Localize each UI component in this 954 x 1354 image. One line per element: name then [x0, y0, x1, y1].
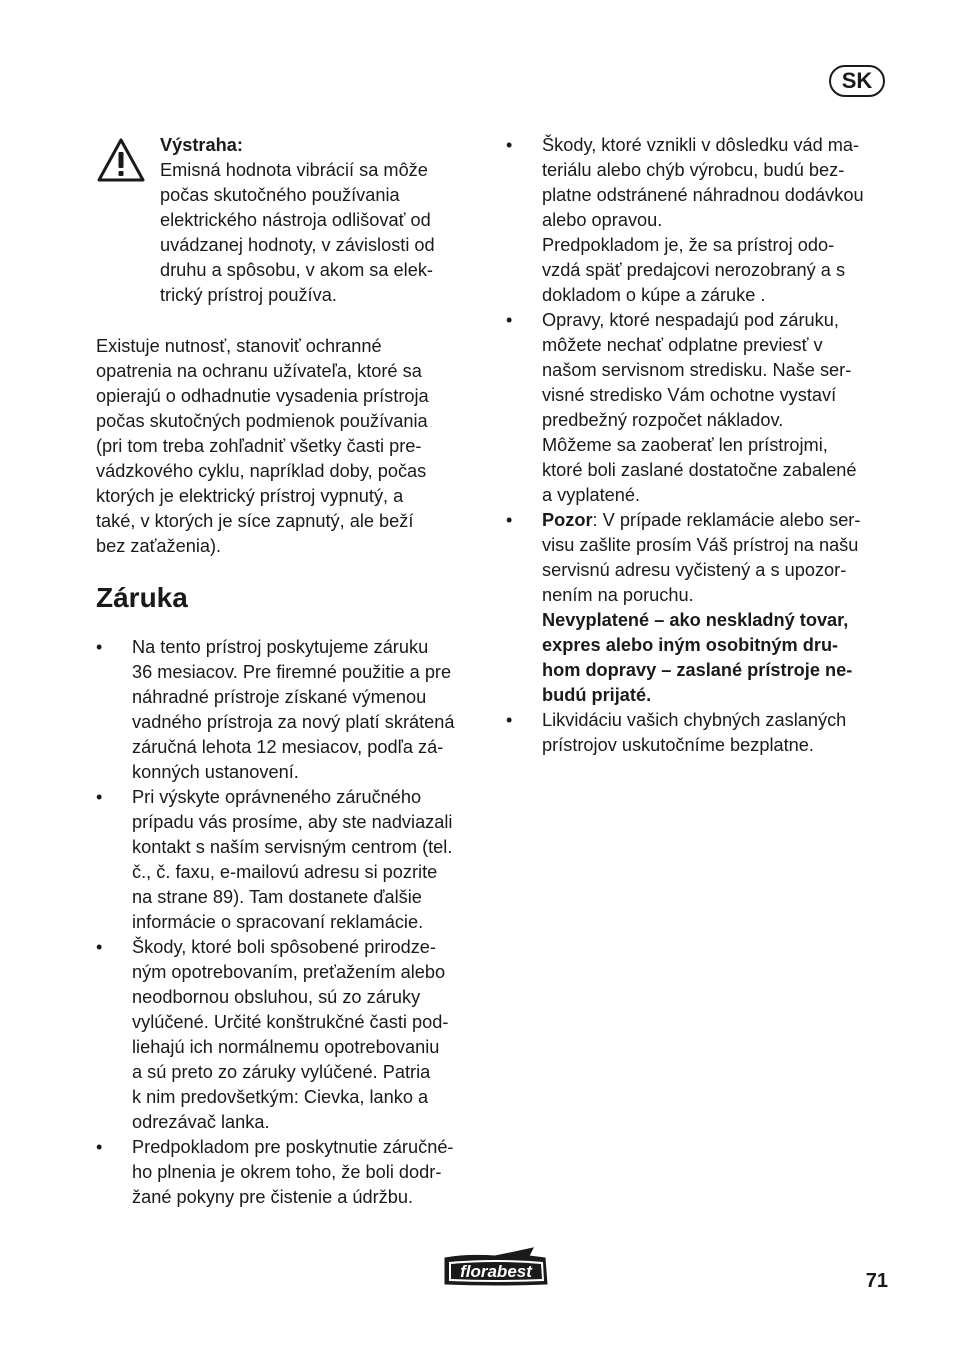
list-line: našom servisnom stredisku. Naše ser- [542, 360, 852, 380]
list-item [506, 508, 898, 708]
list-item [506, 708, 898, 758]
bold-notice-line: expres alebo iným osobitným dru- [542, 635, 839, 655]
paragraph-line: (pri tom treba zohľadniť všetky časti pre- [96, 436, 422, 456]
list-line: Predpokladom pre poskytnutie záručné- [132, 1137, 454, 1157]
list-line: teriálu alebo chýb výrobcu, budú bez- [542, 160, 845, 180]
list-line: predbežný rozpočet nákladov. [542, 410, 784, 430]
list-item [506, 133, 898, 308]
list-line: môžete nechať odplatne previesť v [542, 335, 823, 355]
list-line: Môžeme sa zaoberať len prístrojmi, [542, 435, 828, 455]
list-line: a vyplatené. [542, 485, 641, 505]
list-line: neodbornou obsluhou, sú zo záruky [132, 987, 421, 1007]
list-line: prípadu vás prosíme, aby ste nadviazali [132, 812, 453, 832]
warning-line: počas skutočného používania [160, 185, 400, 205]
list-line: Likvidáciu vašich chybných zaslaných [542, 710, 847, 730]
notice-line-rest: : V prípade reklamácie alebo ser- [592, 510, 861, 530]
list-line: žané pokyny pre čistenie a údržbu. [132, 1187, 414, 1207]
list-line: visu zašlite prosím Váš prístroj na našu [542, 535, 859, 555]
list-line: k nim predovšetkým: Cievka, lanko a [132, 1087, 429, 1107]
section-heading: Záruka [96, 582, 188, 613]
right-column [506, 133, 898, 758]
list-line: Pri výskyte oprávneného záručného [132, 787, 422, 807]
list-line: Predpokladom je, že sa prístroj odo- [542, 235, 835, 255]
paragraph-line: počas skutočných podmienok používania [96, 411, 428, 431]
list-line: platne odstránené náhradnou dodávkou [542, 185, 864, 205]
list-line: 36 mesiacov. Pre firemné použitie a pre [132, 662, 452, 682]
notice-label: Pozor [542, 510, 593, 530]
warranty-list-left [96, 635, 484, 1210]
warning-block [96, 133, 484, 308]
warning-line: Emisná hodnota vibrácií sa môže [160, 160, 428, 180]
list-line: prístrojov uskutočníme bezplatne. [542, 735, 814, 755]
paragraph-line: ktorých je elektrický prístroj vypnutý, a [96, 486, 404, 506]
list-item [96, 635, 484, 785]
list-item [96, 935, 484, 1135]
warning-line: druhu a spôsobu, v akom sa elek- [160, 260, 433, 280]
warning-line: elektrického nástroja odlišovať od [160, 210, 431, 230]
warning-line: trický prístroj používa. [160, 285, 337, 305]
warning-title: Výstraha: [160, 135, 243, 155]
list-line: ho plnenia je okrem toho, že boli dodr- [132, 1162, 442, 1182]
list-line: Škody, ktoré boli spôsobené prirodze- [132, 937, 436, 957]
bullet-icon: • [506, 310, 513, 330]
list-line: vadného prístroja za nový platí skrátená [132, 712, 455, 732]
paragraph-line: opierajú o odhadnutie vysadenia prístroja [96, 386, 429, 406]
bold-notice-line: hom dopravy – zaslané prístroje ne- [542, 660, 853, 680]
list-line [542, 508, 898, 533]
florabest-logo [437, 1244, 553, 1290]
list-line: vzdá späť predajcovi nerozobraný a s [542, 260, 846, 280]
list-line: Škody, ktoré vznikli v dôsledku vád ma- [542, 135, 860, 155]
list-line: záručná lehota 12 mesiacov, podľa zá- [132, 737, 444, 757]
list-line: na strane 89). Tam dostanete ďalšie [132, 887, 422, 907]
paragraph-line: vádzkového cyklu, napríklad doby, počas [96, 461, 427, 481]
list-line: alebo opravou. [542, 210, 663, 230]
list-line: a sú preto zo záruky vylúčené. Patria [132, 1062, 431, 1082]
list-line: servisnú adresu vyčistený a s upozor- [542, 560, 847, 580]
list-line: ktoré boli zaslané dostatočne zabalené [542, 460, 857, 480]
language-badge: SK [829, 65, 885, 97]
list-line: dokladom o kúpe a záruke . [542, 285, 766, 305]
bullet-icon: • [506, 135, 513, 155]
list-line: informácie o spracovaní reklamácie. [132, 912, 424, 932]
bold-notice-line: budú prijaté. [542, 685, 652, 705]
bullet-icon: • [96, 937, 103, 957]
list-line: Na tento prístroj poskytujeme záruku [132, 637, 429, 657]
bullet-icon: • [96, 787, 103, 807]
list-line: visné stredisko Vám ochotne vystaví [542, 385, 837, 405]
logo-wordmark: florabest [460, 1262, 532, 1281]
list-item [96, 1135, 484, 1210]
warranty-list-right [506, 133, 898, 758]
list-line: liehajú ich normálnemu opotrebovaniu [132, 1037, 440, 1057]
list-line: konných ustanovení. [132, 762, 299, 782]
safety-paragraph [96, 334, 484, 559]
paragraph-line: opatrenia na ochranu užívateľa, ktoré sa [96, 361, 422, 381]
bullet-icon: • [506, 710, 513, 730]
list-line: kontakt s naším servisným centrom (tel. [132, 837, 453, 857]
warning-line: uvádzanej hodnoty, v závislosti od [160, 235, 435, 255]
page-number: 71 [865, 1270, 888, 1292]
list-line: nením na poruchu. [542, 585, 694, 605]
left-column [96, 133, 484, 1210]
paragraph-line: také, v ktorých je síce zapnutý, ale beží [96, 511, 414, 531]
list-item [506, 308, 898, 508]
bold-notice-line: Nevyplatené – ako neskladný tovar, [542, 610, 849, 630]
warning-triangle-icon [96, 137, 146, 183]
paragraph-line: bez zaťaženia). [96, 536, 222, 556]
list-line: Opravy, ktoré nespadajú pod záruku, [542, 310, 839, 330]
list-item [96, 785, 484, 935]
bullet-icon: • [506, 510, 513, 530]
bullet-icon: • [96, 637, 103, 657]
list-line: ným opotrebovaním, preťažením alebo [132, 962, 446, 982]
list-line: vylúčené. Určité konštrukčné časti pod- [132, 1012, 449, 1032]
list-line: odrezávač lanka. [132, 1112, 270, 1132]
list-line: náhradné prístroje získané výmenou [132, 687, 427, 707]
bullet-icon: • [96, 1137, 103, 1157]
paragraph-line: Existuje nutnosť, stanoviť ochranné [96, 336, 382, 356]
list-line: č., č. faxu, e-mailovú adresu si pozrite [132, 862, 438, 882]
